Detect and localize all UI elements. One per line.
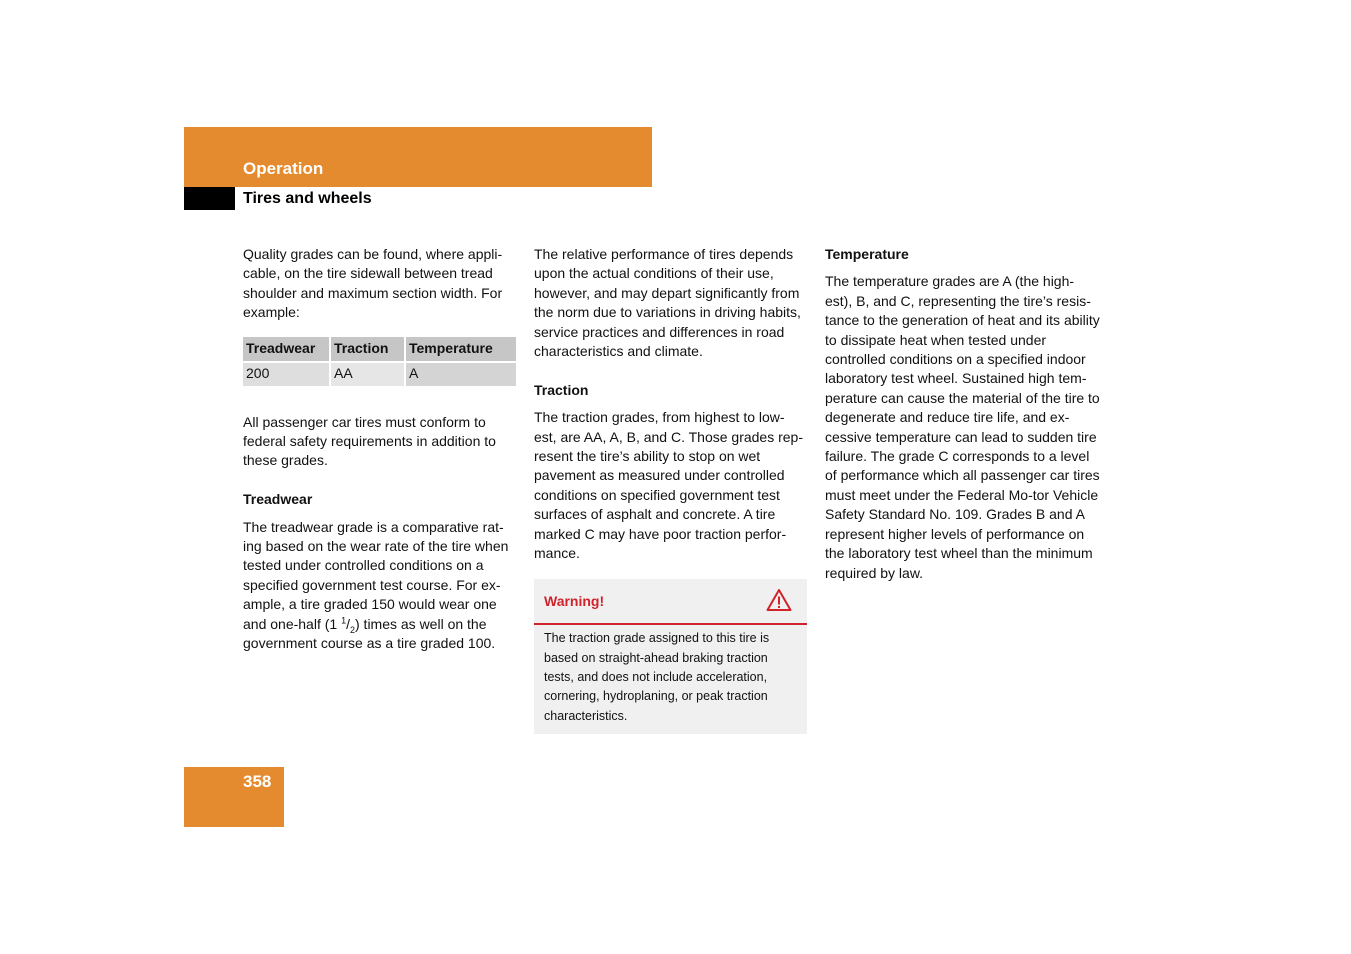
header-temperature: Temperature [406, 337, 516, 361]
treadwear-text-a: The treadwear grade is a comparative rat-ing based on the wear rate of the tire when tested under controlled conditions on a specified government test course. For ex-ample, a tire graded 150 would wear one and one-half (1 [243, 518, 509, 632]
fraction-denominator: 2 [349, 624, 355, 635]
fraction-numerator: 1 [341, 615, 347, 626]
relative-performance-paragraph: The relative performance of tires depends upon the actual conditions of their use, however, and may depart significantly from the norm due to variations in driving habits, service practices and differences in road characteristics and climate. [534, 246, 801, 360]
warning-header [534, 579, 807, 625]
warning-text: The traction grade assigned to this tire is based on straight-ahead braking traction tests, and does not include acceleration, cornering, hydroplaning, or peak traction characteristics. [544, 631, 770, 723]
temperature-heading: Temperature [825, 246, 909, 262]
treadwear-paragraph [243, 518, 516, 654]
treadwear-text-b: ) times as well on the government course as a tire graded 100. [243, 615, 496, 652]
intro-paragraph: Quality grades can be found, where appli-cable, on the tire sidewall between tread shoulder and maximum section width. For example: [243, 246, 503, 321]
conform-paragraph: All passenger car tires must conform to federal safety requirements in addition to these grades. [243, 413, 496, 469]
warning-label: Warning! [544, 593, 605, 610]
warning-triangle-icon [766, 588, 792, 617]
cell-traction: AA [331, 361, 404, 386]
column-middle [534, 245, 807, 734]
header-traction: Traction [331, 337, 404, 361]
fraction-separator: / [346, 615, 350, 632]
page-number: 358 [243, 772, 272, 791]
traction-heading: Traction [534, 381, 589, 398]
section-marker [184, 187, 235, 210]
column-right [825, 245, 1101, 583]
column-left [243, 245, 516, 653]
traction-paragraph: The traction grades, from highest to low-est, are AA, A, B, and C. Those grades rep-resent the tire’s ability to stop on wet pavement as measured under controlled conditions on specified government test surfaces of asphalt and concrete. A tire marked C may have poor traction perfor-mance. [534, 409, 804, 562]
temperature-paragraph: The temperature grades are A (the high-est), B, and C, representing the tire’s resis-tance to the generation of heat and its ability to dissipate heat when tested under controlled conditions on a specified indoor laboratory test wheel. Sustained high tem-perature can cause the material of the tire to degenerate and reduce tire life, and ex-cessive temperature can lead to sudden tire failure. The grade C corresponds to a level of performance which all passenger car tires must meet under the Federal Mo-tor Vehicle Safety Standard No. 109. Grades B and A represent higher levels of performance on the laboratory test wheel than the minimum required by law. [825, 273, 1100, 581]
header-treadwear: Treadwear [243, 337, 329, 361]
section-title: Operation [243, 159, 324, 178]
treadwear-heading: Treadwear [243, 491, 313, 508]
warning-box [534, 579, 807, 733]
table-header-row [243, 337, 516, 361]
quality-grades-table [241, 337, 518, 386]
cell-temperature: A [406, 361, 516, 386]
subsection-title: Tires and wheels [243, 190, 372, 207]
cell-treadwear: 200 [243, 361, 329, 386]
table-row [243, 361, 516, 386]
